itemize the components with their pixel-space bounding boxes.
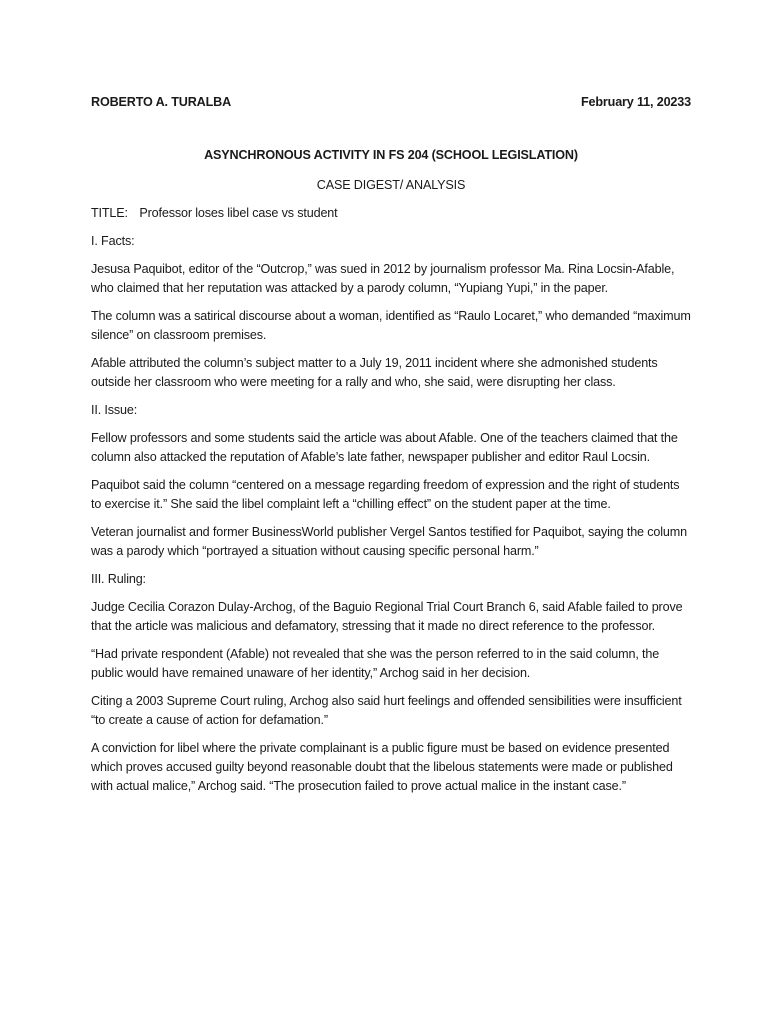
facts-heading: I. Facts:: [91, 234, 135, 248]
document-header: [91, 93, 691, 112]
issue-paragraph: Veteran journalist and former BusinessWorld publisher Vergel Santos testified for Paquibot, saying the column was a parody which “portrayed a situation without causing specific personal harm.”: [91, 525, 687, 558]
case-title-line: [91, 204, 691, 223]
ruling-paragraph: Citing a 2003 Supreme Court ruling, Archog also said hurt feelings and offended sensibilities were insufficient “to create a cause of action for defamation.”: [91, 694, 682, 727]
facts-paragraph: Afable attributed the column’s subject matter to a July 19, 2011 incident where she admonished students outside her classroom who were meeting for a rally and who, she said, were disrupting her class.: [91, 356, 658, 389]
ruling-paragraph: A conviction for libel where the private complainant is a public figure must be based on evidence presented which proves accused guilty beyond reasonable doubt that the libelous statements were made or published with actual malice,” Archog said. “The prosecution failed to prove actual malice in the instant case.”: [91, 741, 673, 793]
activity-title: ASYNCHRONOUS ACTIVITY IN FS 204 (SCHOOL LEGISLATION): [204, 148, 578, 162]
facts-paragraph: The column was a satirical discourse about a woman, identified as “Raulo Locaret,” who demanded “maximum silence” on classroom premises.: [91, 309, 691, 342]
issue-paragraph: Paquibot said the column “centered on a message regarding freedom of expression and the right of students to exercise it.” She said the libel complaint left a “chilling effect” on the student paper at the time.: [91, 478, 680, 511]
facts-paragraph: Jesusa Paquibot, editor of the “Outcrop,” was sued in 2012 by journalism professor Ma. Rina Locsin-Afable, who claimed that her reputation was attacked by a parody column, “Yupiang Yupi,” in the paper.: [91, 262, 675, 295]
issue-paragraph: Fellow professors and some students said the article was about Afable. One of the teachers claimed that the column also attacked the reputation of Afable’s late father, newspaper publisher and editor Raul Locsin.: [91, 431, 678, 464]
case-title-value: Professor loses libel case vs student: [139, 206, 338, 220]
issue-heading: II. Issue:: [91, 403, 138, 417]
ruling-paragraph: Judge Cecilia Corazon Dulay-Archog, of the Baguio Regional Trial Court Branch 6, said Afable failed to prove that the article was malicious and defamatory, stressing that it made no direct reference to the professor.: [91, 600, 683, 633]
ruling-paragraph: “Had private respondent (Afable) not revealed that she was the person referred to in the said column, the public would have remained unaware of her identity,” Archog said in her decision.: [91, 647, 660, 680]
case-title-label: TITLE:: [91, 206, 128, 220]
document-body: [91, 93, 691, 805]
document-date: February 11, 20233: [580, 95, 691, 109]
document-subtitle: CASE DIGEST/ ANALYSIS: [316, 178, 466, 192]
author-name: ROBERTO A. TURALBA: [91, 95, 232, 109]
ruling-heading: III. Ruling:: [91, 572, 146, 586]
